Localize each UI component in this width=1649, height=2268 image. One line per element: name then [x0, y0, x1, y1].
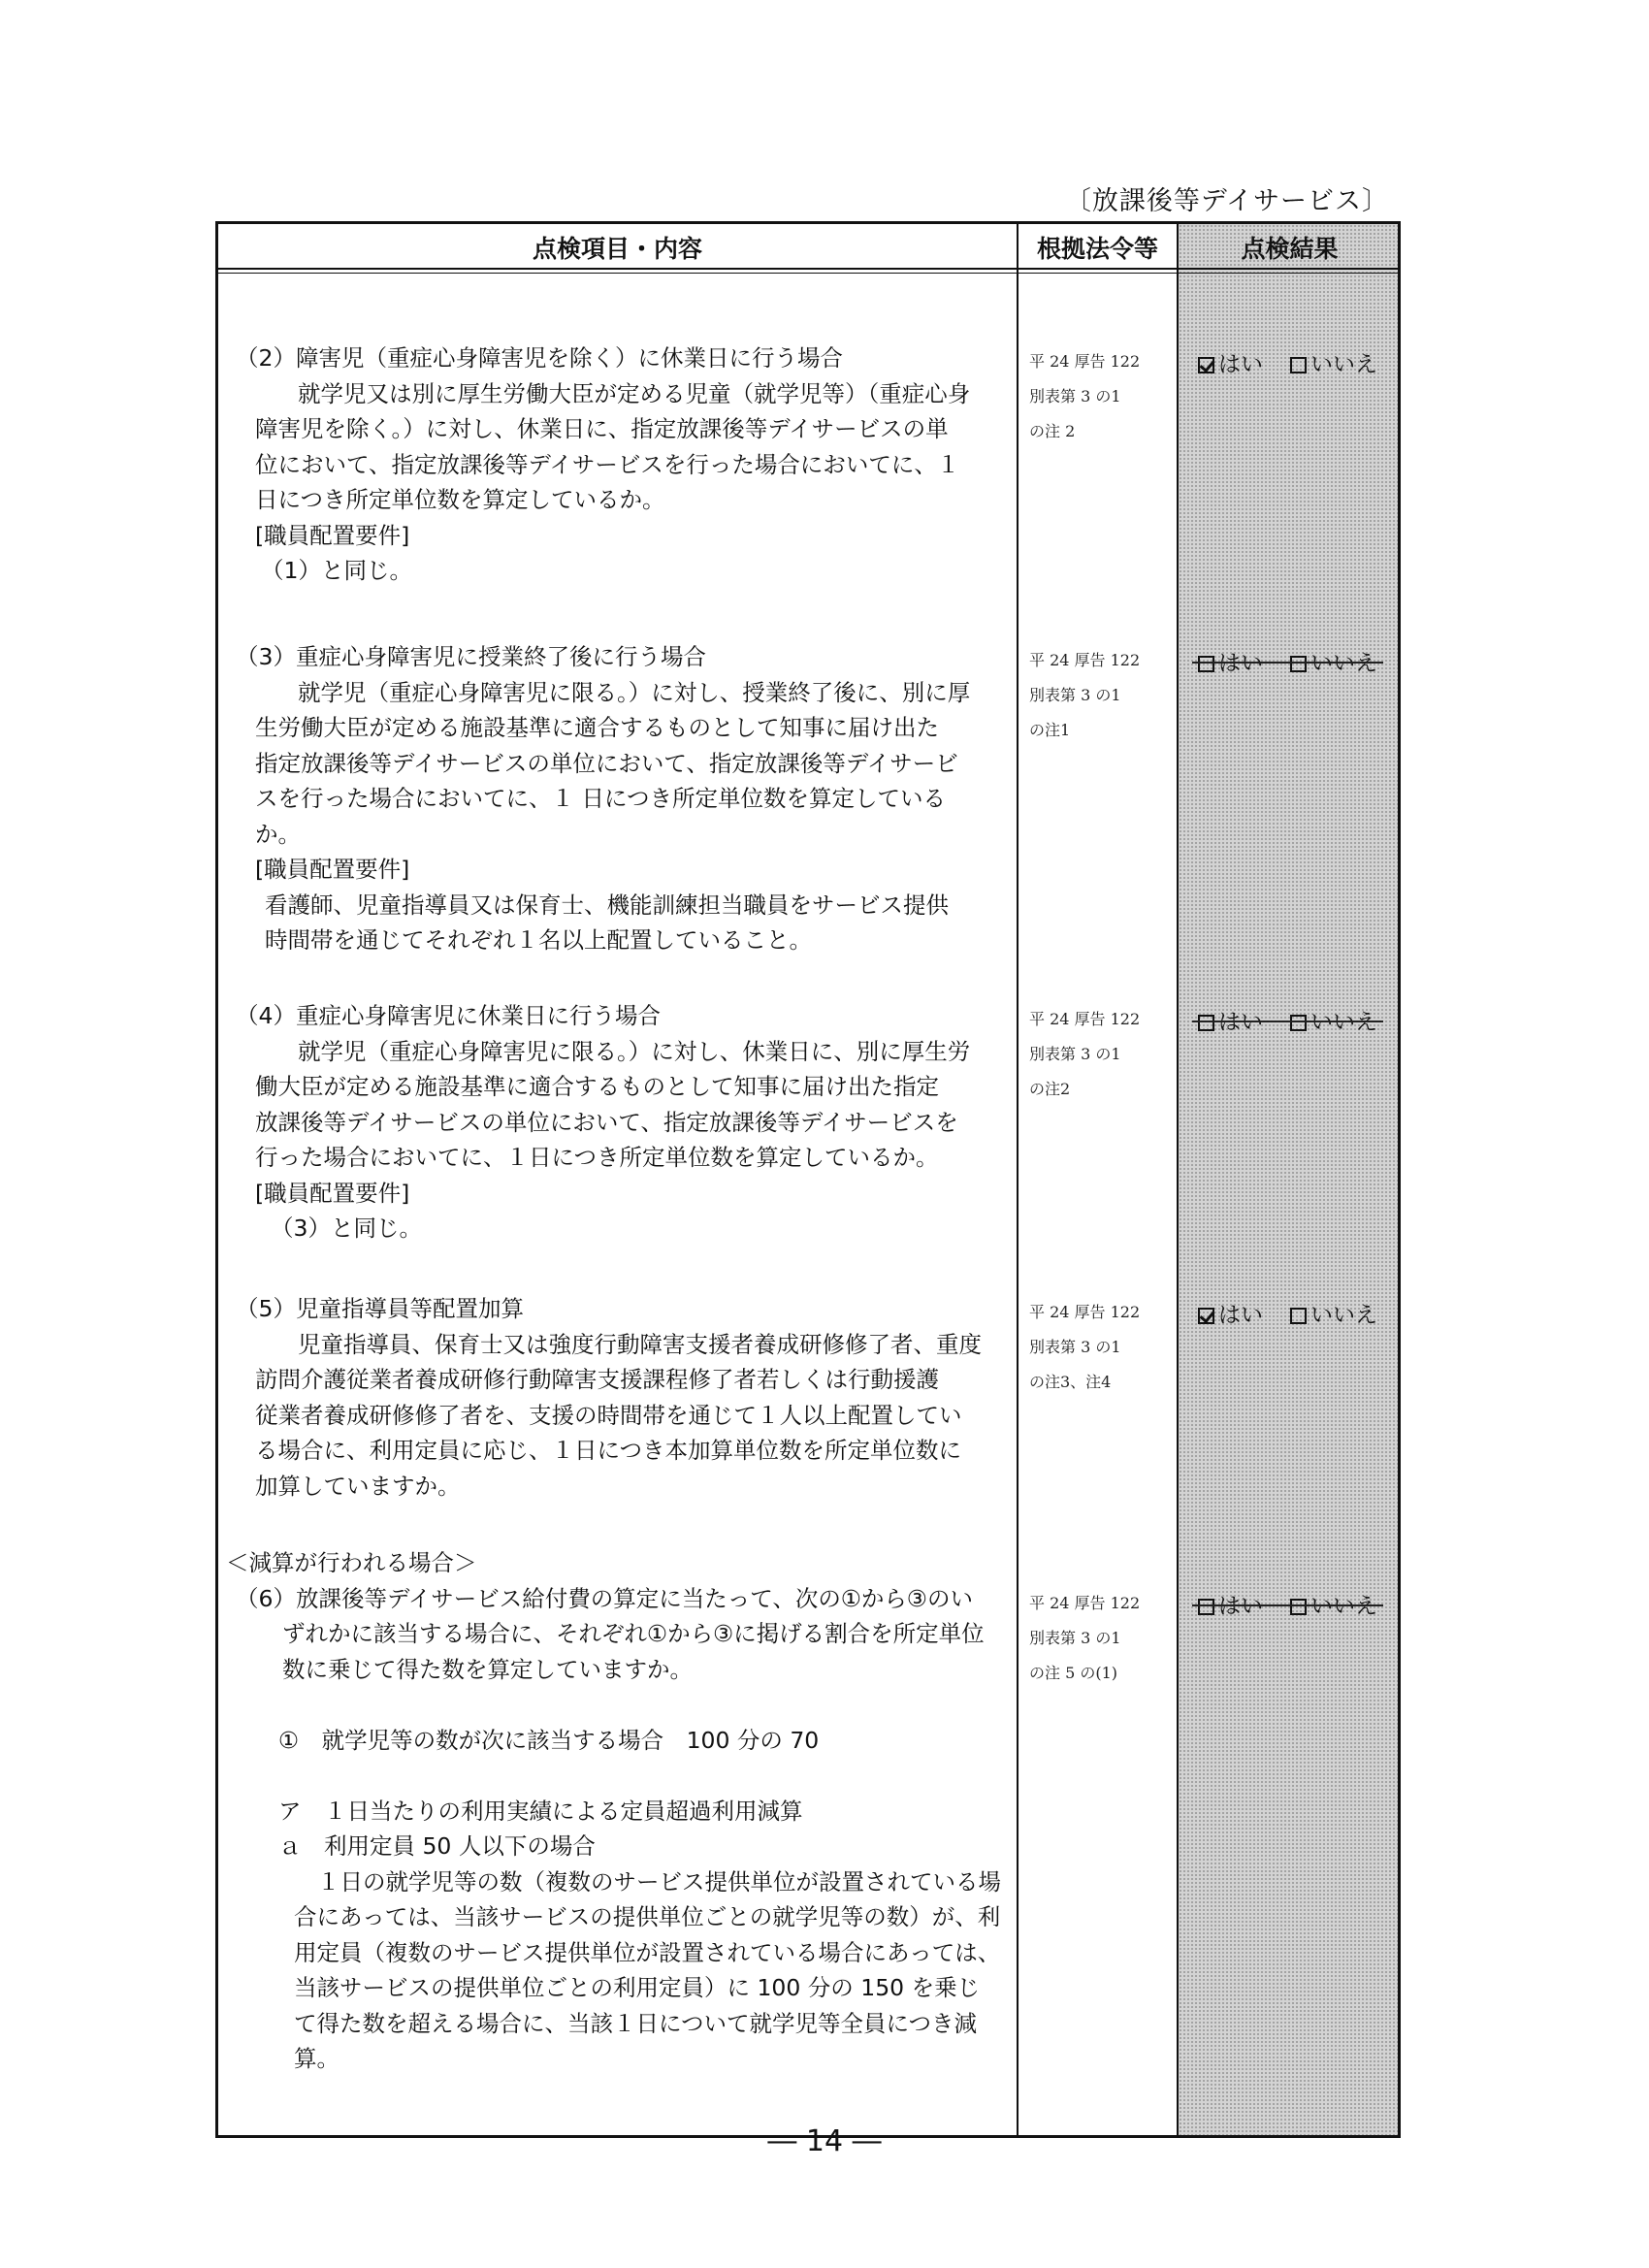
strikethrough-line [1192, 1604, 1383, 1606]
service-type-label: 〔放課後等デイサービス〕 [1064, 186, 1389, 216]
section-2: （2）障害児（重症心身障害児を除く）に休業日に行う場合 就学児又は別に厚生労働大臣が定める児童（就学児等）（重症心身 障害児を除く。）に対し、休業日に、指定放課後等デイサービスの単 位において、指定放課後等デイサービスを行った場合においてに、１ 日につき所定単位数を算定しているか。 [職員配置要件] （1）と同じ。 [236, 344, 971, 584]
no-checkbox[interactable] [1290, 357, 1307, 373]
yes-checkbox[interactable] [1198, 1015, 1214, 1031]
result-column-shade [1179, 224, 1398, 2135]
inspection-table [215, 221, 1401, 2138]
result-4: はい いいえ [1198, 1004, 1402, 1036]
strikethrough-line [1192, 662, 1383, 664]
strikethrough-line [1192, 1021, 1383, 1022]
section-3: （3）重症心身障害児に授業終了後に行う場合 就学児（重症心身障害児に限る。）に対し、授業終了後に、別に厚 生労働大臣が定める施設基準に適合するものとして知事に届け出た 指定放課後等デイサービスの単位において、指定放課後等デイサービ スを行った場合においてに、１ 日につき所定単位数を算定している か。 [職員配置要件] 看護師、児童指導員又は保育士、機能訓練担当職員をサービス提供 時間帯を通じてそれぞれ１名以上配置していること。 [236, 643, 971, 954]
page-number: ― 14 ― [767, 2124, 882, 2158]
header-item: 点検項目・内容 [532, 235, 702, 263]
basis-ref-4: 平 24 厚告 122 別表第 3 の1 の注2 [1029, 1010, 1141, 1098]
header-basis: 根拠法令等 [1036, 235, 1158, 263]
header-result: 点検結果 [1241, 235, 1339, 263]
section-6: ＜減算が行われる場合＞ （6）放課後等デイサービス給付費の算定に当たって、次の①から③のい ずれかに該当する場合に、それぞれ①から③に掲げる割合を所定単位 数に乗じて得た数を算定していますか。 ① 就学児等の数が次に該当する場合 100 分の 70 ア １日当たりの利用実績による定員超過利用減算 ａ 利用定員 50 人以下の場合 １日の就学児等の数（複数のサービス提供単位が設置されている場 合にあっては、当該サービスの提供単位ごとの就学児等の数）が、利 用定員（複数のサービス提供単位が設置されている場合にあっては、 当該サービスの提供単位ごとの利用定員）に 100 分の 150 を乗じ て得た数を超える場合に、当該１日について就学児等全員につき減 算。 [226, 1549, 1001, 2072]
no-checkbox[interactable] [1290, 1015, 1307, 1031]
yes-checkbox[interactable] [1198, 656, 1214, 672]
basis-ref-6: 平 24 厚告 122 別表第 3 の1 の注 5 の(1) [1029, 1594, 1141, 1682]
result-2: はい いいえ [1198, 346, 1402, 378]
yes-checkbox[interactable] [1198, 1308, 1214, 1324]
section-5: （5）児童指導員等配置加算 児童指導員、保育士又は強度行動障害支援者養成研修修了者、重度 訪問介護従業者養成研修行動障害支援課程修了者若しくは行動援護 従業者養成研修修了者を、支援の時間帯を通じて１人以上配置してい る場合に、利用定員に応じ、１日につき本加算単位数を所定単位数に 加算していますか。 [236, 1295, 982, 1500]
no-checkbox[interactable] [1290, 656, 1307, 672]
basis-ref-5: 平 24 厚告 122 別表第 3 の1 の注3、注4 [1029, 1303, 1141, 1391]
yes-checkbox[interactable] [1198, 357, 1214, 373]
result-6: はい いいえ [1198, 1588, 1402, 1620]
basis-ref-2: 平 24 厚告 122 別表第 3 の1 の注 2 [1029, 352, 1141, 440]
result-3: はい いいえ [1198, 645, 1402, 677]
no-checkbox[interactable] [1290, 1308, 1307, 1324]
no-checkbox[interactable] [1290, 1599, 1307, 1615]
yes-checkbox[interactable] [1198, 1599, 1214, 1615]
section-4: （4）重症心身障害児に休業日に行う場合 就学児（重症心身障害児に限る。）に対し、休業日に、別に厚生労 働大臣が定める施設基準に適合するものとして知事に届け出た指定 放課後等デイサービスの単位において、指定放課後等デイサービスを 行った場合においてに、１日につき所定単位数を算定しているか。 [職員配置要件] （3）と同じ。 [236, 1002, 971, 1242]
result-5: はい いいえ [1198, 1297, 1402, 1329]
basis-ref-3: 平 24 厚告 122 別表第 3 の1 の注1 [1029, 651, 1141, 739]
